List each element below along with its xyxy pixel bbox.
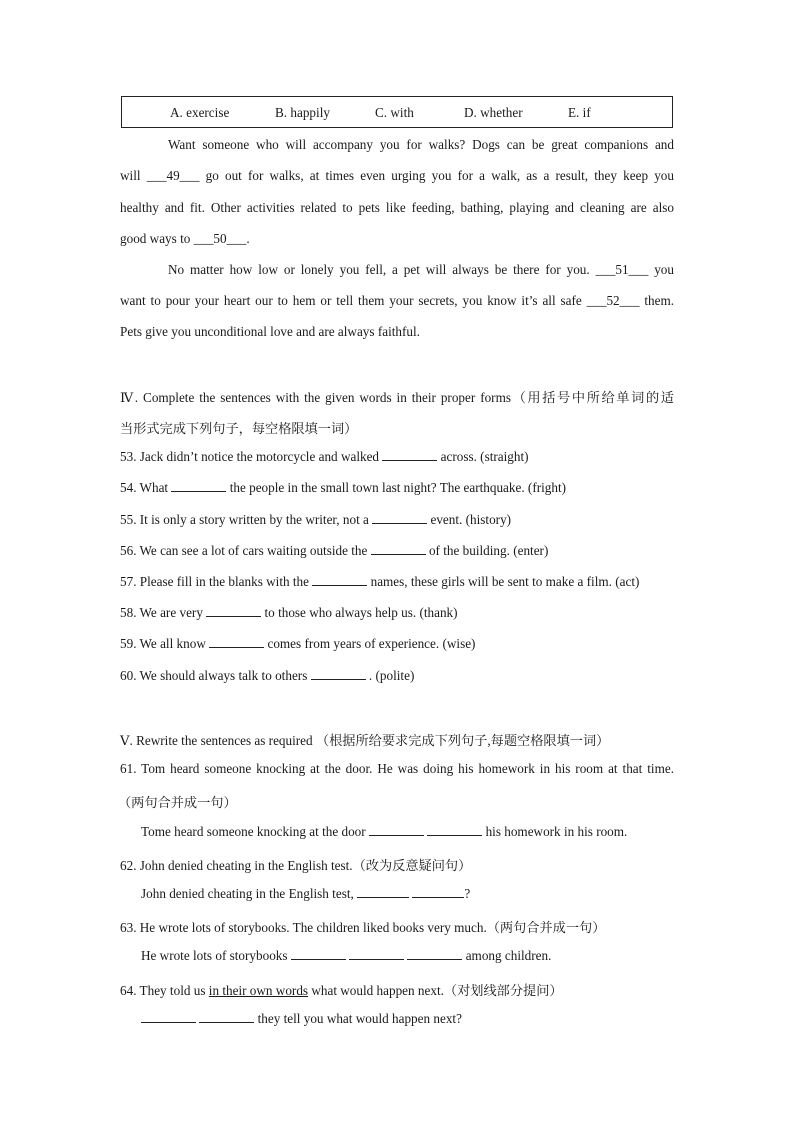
question-58 [120, 605, 458, 621]
question-text: 64. They told us [120, 983, 209, 998]
question-text: 56. We can see a lot of cars waiting outside the [120, 543, 368, 558]
question-61-answer [141, 824, 627, 840]
question-55 [120, 512, 511, 528]
section-4-heading-cont: 当形式完成下列句子，每空格限填一词） [120, 421, 358, 436]
answer-blank[interactable] [206, 605, 261, 617]
answer-blank[interactable] [407, 948, 462, 960]
passage-line: good ways to ___50___. [120, 231, 250, 246]
question-text: 59. We all know [120, 636, 206, 651]
answer-blank[interactable] [382, 449, 437, 461]
question-62: 62. John denied cheating in the English test.（改为反意疑问句） [120, 858, 472, 873]
question-61-note: （两句合并成一句） [118, 795, 237, 810]
question-56 [120, 543, 548, 559]
answer-blank[interactable] [312, 574, 367, 586]
passage-line: will ___49___ go out for walks, at times even urging you for a walk, as a result, they keep you [120, 168, 674, 183]
question-text: across. (straight) [440, 449, 529, 464]
answer-blank[interactable] [369, 824, 424, 836]
question-text: 58. We are very [120, 605, 203, 620]
answer-blank[interactable] [412, 886, 464, 898]
answer-blank[interactable] [427, 824, 482, 836]
question-text: event. (history) [430, 512, 512, 527]
question-text: 53. Jack didn’t notice the motorcycle and walked [120, 449, 380, 464]
answer-suffix: his homework in his room. [485, 824, 628, 839]
answer-blank[interactable] [141, 1011, 196, 1023]
answer-suffix: among children. [465, 948, 552, 963]
question-64 [120, 980, 563, 999]
answer-blank[interactable] [311, 668, 366, 680]
answer-blank[interactable] [372, 512, 427, 524]
option-b: B. happily [275, 105, 330, 120]
answer-prefix: John denied cheating in the English test, [141, 886, 354, 901]
question-text: comes from years of experience. (wise) [267, 636, 476, 651]
question-text: the people in the small town last night? The earthquake. (fright) [229, 480, 567, 495]
option-a: A. exercise [170, 105, 230, 120]
question-text: what would happen next.（对划线部分提问） [308, 983, 563, 998]
question-text: to those who always help us. (thank) [264, 605, 458, 620]
word-bank-box [121, 96, 673, 128]
question-text: . (polite) [368, 668, 415, 683]
question-57 [120, 574, 639, 590]
answer-blank[interactable] [171, 480, 226, 492]
question-text: 54. What [120, 480, 169, 495]
question-63-answer [141, 948, 551, 964]
question-text: 57. Please fill in the blanks with the [120, 574, 309, 589]
option-d: D. whether [464, 105, 523, 120]
answer-blank[interactable] [371, 543, 426, 555]
section-5-heading: Ⅴ. Rewrite the sentences as required （根据所给要求完成下列句子,每题空格限填一词） [120, 733, 610, 748]
passage-line: healthy and fit. Other activities related to pets like feeding, bathing, playing and cleaning are also [120, 200, 674, 215]
question-text: names, these girls will be sent to make a film. (act) [370, 574, 640, 589]
question-text: of the building. (enter) [428, 543, 549, 558]
question-text: 55. It is only a story written by the writer, not a [120, 512, 369, 527]
answer-prefix: He wrote lots of storybooks [141, 948, 288, 963]
passage-line: Want someone who will accompany you for walks? Dogs can be great companions and [168, 137, 674, 152]
answer-blank[interactable] [349, 948, 404, 960]
passage-line: No matter how low or lonely you fell, a pet will always be there for you. ___51___ you [168, 262, 674, 277]
question-60 [120, 668, 414, 684]
answer-blank[interactable] [291, 948, 346, 960]
answer-prefix: Tome heard someone knocking at the door [141, 824, 366, 839]
question-59 [120, 636, 475, 652]
passage-line: want to pour your heart our to hem or tell them your secrets, you know it’s all safe ___52___ them. [120, 293, 674, 308]
option-e: E. if [568, 105, 591, 120]
underlined-phrase: in their own words [208, 983, 309, 998]
answer-blank[interactable] [199, 1011, 254, 1023]
question-54 [120, 480, 566, 496]
answer-suffix: they tell you what would happen next? [257, 1011, 462, 1026]
answer-blank[interactable] [357, 886, 409, 898]
question-61: 61. Tom heard someone knocking at the door. He was doing his homework in his room at that time. [120, 761, 674, 776]
answer-blank[interactable] [209, 636, 264, 648]
question-text: 60. We should always talk to others [120, 668, 308, 683]
passage-line: Pets give you unconditional love and are always faithful. [120, 324, 420, 339]
section-4-heading: Ⅳ. Complete the sentences with the given words in their proper forms（用括号中所给单词的适 [120, 390, 674, 405]
question-62-answer [141, 886, 470, 902]
answer-suffix: ? [464, 886, 471, 901]
question-64-answer [141, 1011, 462, 1027]
question-63: 63. He wrote lots of storybooks. The children liked books very much.（两句合并成一句） [120, 920, 606, 935]
option-c: C. with [375, 105, 414, 120]
question-53 [120, 449, 529, 465]
